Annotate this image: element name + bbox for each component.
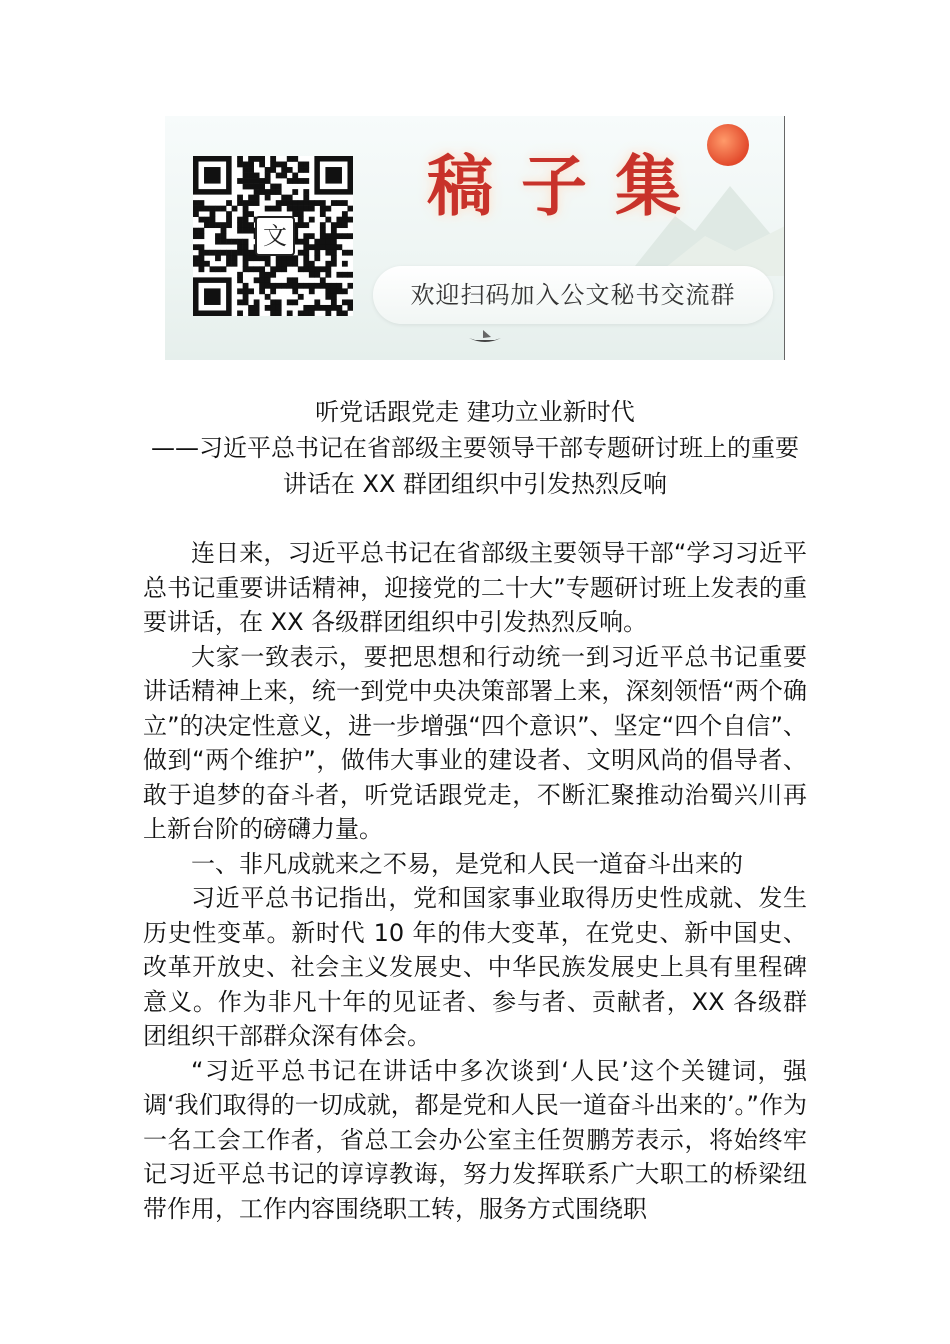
slogan-pill (373, 266, 773, 324)
paragraph: 连日来，习近平总书记在省部级主要领导干部“学习习近平总书记重要讲话精神，迎接党的二十大”专题研讨班上发表的重要讲话，在 XX 各级群团组织中引发热烈反响。 (143, 539, 807, 636)
title-line-sub-1: ——习近平总书记在省部级主要领导干部专题研讨班上的重要 (151, 434, 799, 462)
paragraph: “习近平总书记在讲话中多次谈到‘人民’这个关键词，强调‘我们取得的一切成就，都是党和人民一道奋斗出来的’。”作为一名工会工作者，省总工会办公室主任贺鹏芳表示，将始终牢记习近平总书记的谆谆教诲，努力发挥联系广大职工的桥梁纽带作用，工作内容围绕职工转，服务方式围绕职 (143, 1056, 807, 1223)
banner-border (784, 116, 785, 360)
brand-title: 稿子集 (427, 147, 709, 225)
boat-icon (465, 328, 505, 346)
paragraph: 习近平总书记指出，党和国家事业取得历史性成就、发生历史性变革。新时代 10 年的伟大变革，在党史、新中国史、改革开放史、社会主义发展史、中华民族发展史上具有里程碑意义。作为非凡十年的见证者、参与者、贡献者，XX 各级群团组织干部群众深有体会。 (143, 884, 807, 1050)
title-line-main: 听党话跟党走 建功立业新时代 (315, 398, 635, 426)
slogan-text: 欢迎扫码加入公文秘书交流群 (410, 281, 736, 309)
qr-code (193, 156, 353, 316)
paragraph: 大家一致表示，要把思想和行动统一到习近平总书记重要讲话精神上来，统一到党中央决策部署上来，深刻领悟“两个确立”的决定性意义，进一步增强“四个意识”、坚定“四个自信”、做到“两个维护”，做伟大事业的建设者、文明风尚的倡导者、敢于追梦的奋斗者，听党话跟党走，不断汇聚推动治蜀兴川再上新台阶的磅礴力量。 (143, 642, 807, 843)
promo-banner (165, 116, 785, 360)
article-title (140, 394, 810, 502)
qr-center-logo: 文 (255, 216, 295, 256)
article-body (143, 536, 807, 1226)
title-line-sub-2: 讲话在 XX 群团组织中引发热烈反响 (282, 470, 668, 498)
section-heading: 一、非凡成就来之不易，是党和人民一道奋斗出来的 (191, 849, 743, 878)
